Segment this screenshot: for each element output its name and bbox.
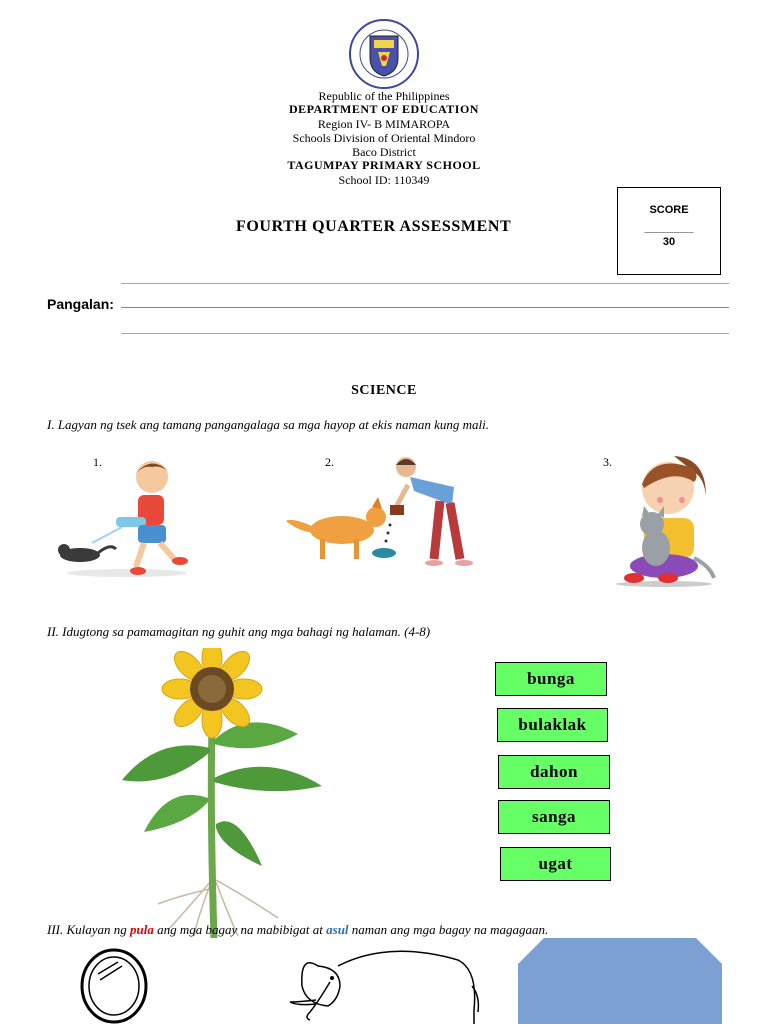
name-top-line — [121, 283, 729, 284]
name-bottom-line — [121, 333, 729, 334]
item-number-2: 2. — [325, 455, 334, 469]
choice-dahon[interactable]: dahon — [498, 755, 610, 789]
score-box — [617, 187, 721, 275]
mirror-illustration[interactable] — [78, 946, 150, 1024]
sunflower-illustration — [118, 648, 328, 940]
name-write-line[interactable] — [121, 307, 729, 308]
region-line: Region IV- B MIMAROPA — [317, 117, 451, 131]
district-line: Baco District — [352, 145, 416, 159]
choice-sanga[interactable]: sanga — [498, 800, 610, 834]
part3-instruction — [47, 922, 548, 938]
choice-bunga[interactable]: bunga — [495, 662, 607, 696]
choice-ugat[interactable]: ugat — [500, 847, 611, 881]
item-number-1: 1. — [93, 455, 102, 469]
school-line: TAGUMPAY PRIMARY SCHOOL — [287, 158, 481, 172]
part3-middle: ang mga bagay na mabibigat at — [157, 922, 323, 937]
part3-blue-word: asul — [326, 922, 349, 937]
item-number-3: 3. — [603, 455, 612, 469]
elephant-illustration[interactable] — [288, 946, 482, 1024]
part3-suffix: naman ang mga bagay na magagaan. — [351, 922, 549, 937]
part1-instruction: I. Lagyan ng tsek ang tamang pangangalaga sa mga hayop at ekis naman kung mali. — [47, 417, 489, 432]
score-label: SCORE — [649, 204, 689, 216]
girl-hugging-cat-illustration — [614, 448, 720, 590]
part3-red-word: pula — [130, 922, 154, 937]
boy-spraying-cat-illustration — [52, 455, 192, 580]
school-id-line: School ID: 110349 — [338, 173, 430, 187]
deped-seal — [346, 18, 422, 90]
part3-prefix: III. Kulayan ng — [47, 922, 127, 937]
choice-bulaklak[interactable]: bulaklak — [497, 708, 608, 742]
department-line: DEPARTMENT OF EDUCATION — [289, 102, 479, 116]
part2-instruction: II. Idugtong sa pamamagitan ng guhit ang mga bahagi ng halaman. (4-8) — [47, 624, 431, 639]
name-label: Pangalan: — [47, 296, 114, 312]
division-line: Schools Division of Oriental Mindoro — [292, 131, 476, 145]
score-blank: ________ — [644, 222, 694, 234]
score-total: 30 — [662, 236, 676, 248]
republic-line: Republic of the Philippines — [318, 89, 450, 103]
woman-feeding-dog-illustration — [284, 455, 488, 570]
blue-octagon-shape[interactable] — [518, 938, 723, 1024]
page-title: FOURTH QUARTER ASSESSMENT — [236, 218, 512, 235]
subject-heading: SCIENCE — [351, 383, 417, 398]
